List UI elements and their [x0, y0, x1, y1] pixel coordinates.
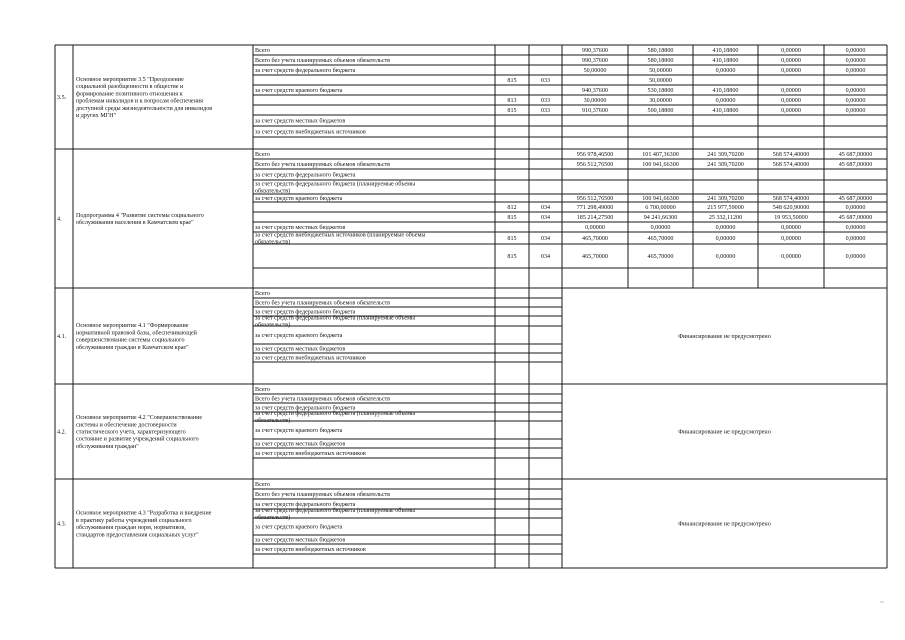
funding-source-label	[255, 441, 345, 448]
amount-value	[582, 254, 608, 260]
amount-value-line: 410,18800	[712, 48, 739, 54]
funding-source-label-line: Всего без учета планируемых объемов обязательств	[255, 492, 391, 498]
row-number-line: 4.3.	[57, 521, 67, 528]
funding-note-line: Финансирование не предусмотрено	[678, 429, 771, 436]
amount-value-line: 465,70000	[582, 236, 608, 242]
measure-title-line: статистического учета, характеризующего	[76, 429, 186, 436]
amount-value-line: 990,37600	[582, 58, 608, 64]
amount-value-line: 465,70000	[647, 236, 674, 242]
amount-value	[846, 108, 866, 114]
funding-source-label	[255, 524, 343, 531]
amount-value	[781, 98, 801, 104]
amount-value-line: 990,37600	[582, 48, 608, 54]
amount-value	[582, 88, 608, 94]
amount-value-line: 0,00000	[715, 254, 736, 260]
amount-value	[577, 152, 614, 158]
measure-title-line: Основное мероприятие 4.1 "Формирование	[76, 323, 189, 330]
funding-source-label-line: обязательств)	[255, 515, 291, 522]
measure-title-line: и других МГН"	[76, 113, 117, 119]
funding-note-line: Финансирование не предусмотрено	[678, 521, 771, 528]
funding-source-label	[255, 427, 343, 434]
funding-source-label-line: Всего	[255, 48, 270, 54]
amount-value	[707, 162, 744, 168]
funding-source-label-line: за счет средств местных бюджетов	[255, 441, 346, 448]
ministry-code	[507, 108, 516, 114]
amount-value-line: 50,00000	[649, 68, 672, 74]
funding-source-label-line: за счет средств краевого бюджета	[255, 88, 343, 94]
amount-value-line: 0,00000	[781, 58, 801, 64]
amount-value	[707, 152, 744, 158]
funding-source-label	[255, 224, 345, 231]
program-code-line: 033	[540, 108, 551, 114]
row-number	[57, 334, 67, 340]
funding-source-label-line: Всего	[255, 482, 270, 488]
amount-value-line: 910,37600	[582, 108, 608, 114]
program-code	[541, 254, 550, 260]
funding-source-label	[255, 507, 415, 521]
amount-value-line: 500,18800	[647, 108, 674, 114]
amount-value-line: 580,18800	[647, 58, 674, 64]
amount-value	[648, 236, 674, 242]
amount-value-line: 0,00000	[845, 58, 866, 64]
amount-value-line: 45 687,00000	[838, 196, 873, 202]
measure-title-line: обслуживания населения в Камчатском крае"	[76, 220, 194, 227]
funding-source-label-line: за счет средств внебюджетных источников (планируемые объемы	[255, 232, 426, 239]
ministry-code-line: 813	[507, 98, 517, 104]
funding-source-label-line: за счет средств местных бюджетов	[255, 225, 346, 231]
amount-value	[649, 68, 672, 74]
funding-source-label-line: Всего без учета планируемых объемов обязательств	[255, 300, 391, 307]
amount-value-line: 548 620,90000	[772, 205, 810, 211]
amount-value-line: 410,18800	[712, 58, 739, 64]
funding-source-label	[255, 546, 366, 553]
measure-title-line: нормативной правовой базы, обеспечивающей	[76, 330, 197, 337]
measure-title-line: обслуживания граждан в Камчатском крае"	[76, 344, 189, 351]
funding-note-line: Финансирование не предусмотрено	[678, 334, 771, 340]
funding-source-label-line: Всего	[255, 152, 270, 158]
amount-value	[645, 205, 675, 211]
amount-value-line: 215 977,59000	[707, 205, 744, 211]
amount-value-line: 568 574,40000	[772, 152, 810, 158]
funding-source-label-line: за счет средств местных бюджетов	[255, 118, 346, 125]
ministry-code-line: 815	[507, 78, 517, 84]
row-number	[57, 430, 67, 436]
measure-title-line: системы и обеспечение достоверности	[76, 422, 177, 429]
ministry-code	[507, 254, 516, 260]
amount-value	[713, 48, 739, 54]
amount-value-line: 30,00000	[583, 98, 607, 104]
funding-source-label-line: за счет средств федерального бюджета	[255, 172, 356, 179]
measure-title-line: обслуживания граждан"	[76, 443, 139, 450]
amount-value-line: 0,00000	[845, 88, 866, 94]
amount-value-line: 0,00000	[715, 225, 736, 231]
funding-source-label	[255, 57, 390, 64]
amount-value	[577, 205, 614, 211]
funding-source-label-line: за счет средств внебюджетных источников	[255, 547, 366, 553]
funding-source-label	[255, 161, 390, 168]
funding-source-label	[255, 291, 270, 297]
program-code	[541, 236, 550, 242]
amount-value	[846, 48, 866, 54]
amount-value-line: 410,18800	[712, 88, 739, 94]
funding-source-label-line: за счет средств краевого бюджета	[255, 333, 343, 339]
amount-value-line: 0,00000	[781, 236, 801, 242]
ministry-code-line: 812	[507, 205, 517, 211]
measure-title-line: социальной разобщенности в обществе и	[76, 84, 184, 91]
amount-value-line: 0,00000	[845, 236, 866, 242]
measure-title	[76, 510, 212, 539]
ministry-code	[507, 205, 516, 211]
amount-value	[716, 98, 736, 104]
funding-source-label-line: Всего	[255, 291, 270, 297]
row-number	[57, 217, 62, 223]
funding-source-label	[255, 491, 390, 498]
program-code	[541, 98, 550, 104]
amount-value	[648, 254, 674, 260]
amount-value	[781, 58, 801, 64]
amount-value	[713, 108, 739, 114]
amount-value-line: 19 953,50000	[774, 215, 808, 221]
amount-value	[773, 162, 810, 168]
funding-source-label	[255, 314, 415, 328]
amount-value-line: 0,00000	[585, 225, 605, 231]
ministry-code-line: 815	[507, 254, 517, 260]
funding-source-label	[255, 152, 270, 158]
row-number-line: 4.1.	[57, 334, 67, 340]
amount-value-line: 956 512,76500	[576, 196, 614, 202]
amount-value-line: 94 241,66300	[643, 215, 678, 221]
amount-value	[773, 196, 810, 202]
amount-value	[773, 205, 810, 211]
amount-value-line: 410,18800	[712, 108, 739, 114]
funding-source-label	[255, 129, 366, 136]
row-number	[57, 522, 67, 528]
amount-value	[707, 205, 744, 211]
amount-value	[846, 68, 866, 74]
amount-value-line: 940,37600	[582, 88, 608, 94]
amount-value-line: 956 978,46500	[576, 152, 614, 158]
amount-value-line: 0,00000	[781, 225, 801, 231]
measure-title	[76, 415, 202, 450]
amount-value	[839, 162, 873, 168]
funding-source-label-line: за счет средств краевого бюджета	[255, 428, 343, 434]
amount-value	[846, 98, 866, 104]
funding-source-label-line: Всего без учета планируемых объемов обязательств	[255, 162, 391, 168]
program-code-line: 034	[540, 236, 551, 242]
amount-value	[577, 215, 614, 221]
funding-source-label-line: за счет средств федерального бюджета	[255, 405, 356, 412]
amount-value	[582, 236, 608, 242]
measure-title	[76, 213, 204, 226]
funding-source-label	[255, 450, 366, 457]
amount-value-line: 0,00000	[715, 236, 736, 242]
funding-note	[678, 430, 771, 436]
funding-source-label-line: за счет средств краевого бюджета	[255, 196, 343, 202]
amount-value	[846, 225, 866, 231]
program-code	[541, 78, 550, 84]
amount-value	[781, 68, 801, 74]
funding-source-label-line: за счет средств внебюджетных источников	[255, 129, 366, 136]
funding-source-label-line: обязательств)	[255, 322, 291, 329]
measure-title-line: состояние и развитие учреждений социального	[76, 436, 199, 443]
amount-value-line: 0,00000	[781, 108, 801, 114]
ministry-code	[507, 98, 516, 104]
amount-value	[577, 162, 614, 168]
ministry-code	[507, 78, 516, 84]
amount-value-line: 580,18800	[647, 48, 674, 54]
amount-value	[642, 162, 679, 168]
amount-value	[846, 254, 866, 260]
amount-value-line: 241 309,70200	[707, 162, 744, 168]
row-number-line: 4.2.	[57, 429, 67, 436]
funding-source-label	[255, 482, 270, 488]
funding-source-label-line: за счет средств федерального бюджета (планируемые объемы	[255, 181, 416, 188]
amount-value-line: 241 309,70200	[707, 152, 744, 158]
funding-source-label	[255, 387, 270, 393]
amount-value-line: 956 512,76500	[576, 162, 614, 168]
measure-title-line: Основное мероприятие 4.2 "Совершенствование	[76, 415, 203, 422]
amount-value-line: 530,18800	[647, 88, 674, 94]
amount-value-line: 0,00000	[650, 225, 671, 231]
funding-source-label-line: Всего без учета планируемых объемов обязательств	[255, 396, 391, 403]
amount-value	[773, 152, 810, 158]
amount-value-line: 6 700,00000	[645, 205, 676, 211]
amount-value-line: 0,00000	[845, 205, 866, 211]
program-code-line: 034	[540, 205, 551, 211]
program-code	[541, 215, 550, 221]
measure-title-line: совершенствование системы социального	[76, 337, 185, 344]
funding-source-label	[255, 195, 343, 202]
amount-value	[713, 58, 739, 64]
row-number	[57, 95, 67, 101]
funding-source-label	[255, 355, 366, 362]
amount-value-line: 0,00000	[845, 68, 866, 74]
ministry-code-line: 815	[507, 215, 517, 221]
amount-value	[781, 225, 801, 231]
amount-value	[648, 108, 674, 114]
amount-value	[642, 152, 679, 158]
ministry-code	[507, 236, 516, 242]
amount-value	[707, 196, 744, 202]
amount-value	[846, 58, 866, 64]
amount-value	[584, 98, 607, 104]
measure-title-line: обслуживания граждан норм, нормативов,	[76, 525, 186, 532]
program-code	[541, 108, 550, 114]
funding-source-label	[255, 300, 390, 307]
amount-value-line: 568 574,40000	[772, 196, 810, 202]
amount-value	[781, 254, 801, 260]
amount-value	[716, 225, 736, 231]
funding-source-label-line: Всего без учета планируемых объемов обязательств	[255, 58, 391, 64]
funding-source-label-line: за счет средств внебюджетных источников	[255, 355, 366, 362]
amount-value	[644, 215, 678, 221]
amount-value	[839, 196, 873, 202]
amount-value	[648, 48, 674, 54]
measure-title-line: Основное мероприятие 3.5 "Преодоление	[76, 77, 184, 83]
amount-value	[846, 88, 866, 94]
funding-source-label-line: за счет средств федерального бюджета (планируемые объемы	[255, 410, 416, 417]
funding-source-label	[255, 172, 356, 179]
amount-value-line: 465,70000	[582, 254, 608, 260]
amount-value-line: 0,00000	[715, 98, 736, 104]
amount-value	[585, 225, 605, 231]
funding-source-label-line: обязательств)	[255, 239, 291, 246]
amount-value	[716, 236, 736, 242]
amount-value-line: 0,00000	[845, 225, 866, 231]
amount-value-line: 0,00000	[845, 254, 866, 260]
amount-value	[781, 48, 801, 54]
amount-value	[716, 254, 736, 260]
amount-value-line: 0,00000	[781, 48, 801, 54]
amount-value-line: 25 332,11200	[708, 215, 743, 221]
amount-value-line: 30,00000	[649, 98, 672, 104]
funding-source-label	[255, 396, 390, 403]
amount-value	[781, 236, 801, 242]
amount-value-line: 0,00000	[845, 48, 866, 54]
amount-value-line: 0,00000	[781, 68, 801, 74]
amount-value	[846, 205, 866, 211]
amount-value-line: 0,00000	[781, 88, 801, 94]
funding-source-label	[255, 231, 425, 245]
funding-source-label-line: за счет средств федерального бюджета	[255, 502, 356, 508]
funding-source-label-line: за счет средств местных бюджетов	[255, 537, 346, 544]
program-code-line: 034	[540, 254, 551, 260]
measure-title-line: в практику работы учреждений социального	[76, 517, 192, 524]
amount-value	[651, 225, 671, 231]
funding-source-label	[255, 180, 415, 194]
amount-value	[582, 108, 608, 114]
amount-value	[584, 68, 607, 74]
amount-value-line: 100 941,66300	[642, 196, 679, 202]
measure-title-line: доступной среды жизнедеятельности для инвалидов	[76, 105, 213, 112]
amount-value	[582, 48, 608, 54]
amount-value	[577, 196, 614, 202]
amount-value-line: 185 214,27500	[576, 215, 614, 221]
ministry-code	[507, 215, 516, 221]
amount-value-line: 241 309,70200	[707, 196, 744, 202]
amount-value-line: 45 687,00000	[838, 162, 873, 168]
amount-value-line: 0,00000	[781, 98, 801, 104]
funding-source-label-line: за счет средств федерального бюджета (планируемые объемы	[255, 507, 416, 514]
ministry-code-line: 815	[507, 108, 517, 114]
amount-value	[648, 58, 674, 64]
amount-value	[649, 98, 672, 104]
funding-source-label	[255, 410, 415, 424]
amount-value-line: 568 574,40000	[772, 162, 810, 168]
amount-value-line: 50,00000	[583, 68, 607, 74]
funding-source-label	[255, 332, 343, 339]
amount-value-line: 0,00000	[845, 98, 866, 104]
amount-value-line: 0,00000	[845, 108, 866, 114]
amount-value	[649, 78, 672, 84]
measure-title-line: формирование позитивного отношения к	[76, 91, 183, 98]
amount-value-line: 45 687,00000	[838, 215, 873, 221]
funding-note	[678, 522, 771, 528]
funding-source-label-line: обязательств)	[255, 188, 291, 195]
funding-source-label-line: за счет средств федерального бюджета	[255, 68, 356, 74]
program-code-line: 033	[540, 78, 551, 84]
funding-source-label-line: за счет средств внебюджетных источников	[255, 451, 366, 457]
amount-value-line: 771 298,49000	[576, 205, 614, 211]
funding-source-label	[255, 537, 345, 544]
amount-value-line: 465,70000	[647, 254, 674, 260]
amount-value	[774, 215, 808, 221]
amount-value-line: 0,00000	[715, 68, 736, 74]
amount-value-line: 45 687,00000	[838, 152, 873, 158]
funding-source-label-line: обязательств)	[255, 418, 291, 425]
amount-value	[781, 108, 801, 114]
measure-title	[76, 323, 198, 351]
measure-title-line: проблемам инвалидов и к вопросам обеспечения	[76, 98, 203, 105]
amount-value	[713, 88, 739, 94]
amount-value-line: 50,00000	[649, 78, 672, 84]
ministry-code-line: 815	[507, 236, 517, 242]
funding-source-label	[255, 67, 356, 74]
amount-value	[781, 88, 801, 94]
funding-source-label	[255, 346, 345, 353]
measure-title	[76, 77, 212, 119]
amount-value-line: 101 407,36300	[642, 152, 679, 158]
funding-source-label-line: за счет средств краевого бюджета	[255, 524, 343, 531]
amount-value	[846, 236, 866, 242]
funding-note	[678, 334, 771, 340]
measure-title-line: стандартов предоставления социальных услуг"	[76, 532, 199, 539]
amount-value	[716, 68, 736, 74]
measure-title-line: Подпрограмма 4 "Развитие системы социального	[76, 212, 204, 219]
funding-source-label-line: за счет средств местных бюджетов	[255, 346, 346, 353]
program-code-line: 033	[540, 98, 551, 104]
amount-value	[839, 152, 873, 158]
program-code-line: 034	[540, 215, 551, 221]
funding-source-label	[255, 48, 270, 54]
row-number-line: 4.	[57, 216, 62, 223]
amount-value	[582, 58, 608, 64]
funding-source-label	[255, 118, 345, 125]
row-number-line: 3.5.	[57, 95, 67, 101]
funding-source-label	[255, 87, 343, 94]
amount-value	[642, 196, 679, 202]
program-code	[541, 205, 550, 211]
measure-title-line: Основное мероприятие 4.3 "Разработка и внедрение	[76, 510, 212, 517]
amount-value-line: 0,00000	[781, 254, 801, 260]
amount-value-line: 100 941,66300	[642, 162, 679, 168]
funding-source-label-line: Всего	[255, 387, 270, 393]
amount-value	[648, 88, 674, 94]
funding-source-label-line: за счет средств федерального бюджета (планируемые объемы	[255, 315, 416, 322]
amount-value	[839, 215, 873, 221]
funding-source-label-line: за счет средств федерального бюджета	[255, 309, 356, 316]
amount-value	[709, 215, 742, 221]
